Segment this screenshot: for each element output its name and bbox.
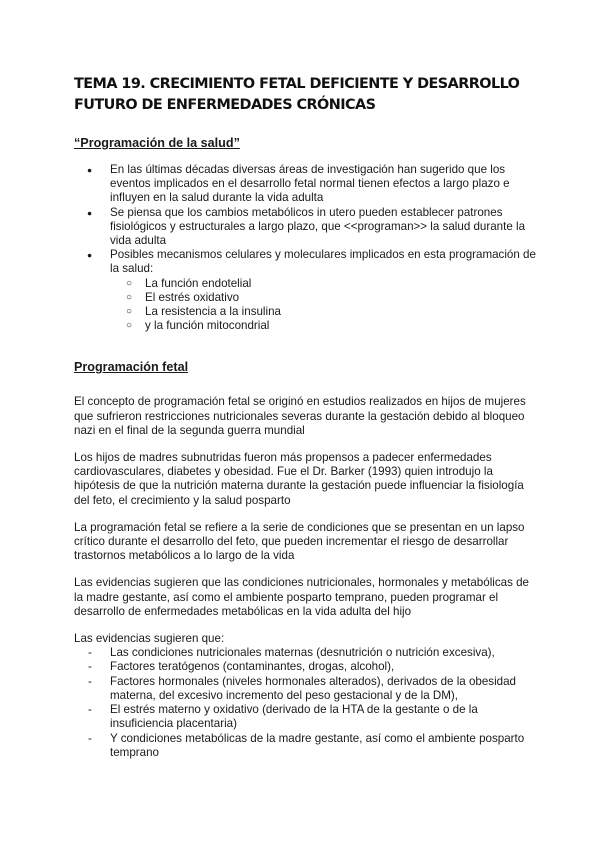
sub-bullet-item: ○ El estrés oxidativo [74,291,536,305]
sub-bullet-item: ○ y la función mitocondrial [74,319,536,333]
section-heading-programacion-fetal: Programación fetal [74,360,189,375]
dash-item: - El estrés materno y oxidativo (derivado de la HTA de la gestante o de la insuficiencia placentaria) [74,703,536,731]
sub-bullet-list [110,277,536,334]
dash-list [74,646,536,760]
bullet-item-text: Posibles mecanismos celulares y moleculares implicados en esta programación de la salud: [110,248,536,276]
bullet-item [74,248,536,333]
dash-item: - Las condiciones nutricionales maternas (desnutrición o nutrición excesiva), [74,646,536,660]
sub-bullet-item: ○ La función endotelial [74,277,536,291]
bullet-item: ● En las últimas décadas diversas áreas de investigación han sugerido que los eventos implicados en el desarrollo fetal normal tienen efectos a largo plazo e influyen en la salud durante la vida adulta [74,163,536,206]
section-heading-programacion-salud: “Programación de la salud” [74,136,240,150]
document-page [74,74,536,760]
dash-item: - Factores teratógenos (contaminantes, drogas, alcohol), [74,660,536,674]
paragraph: El concepto de programación fetal se originó en estudios realizados en hijos de mujeres que sufrieron restricciones nutricionales severas durante la gestación debido al bloqueo nazi en el final de la segunda guerra mundial [74,395,526,437]
bullet-item: ● Se piensa que los cambios metabólicos in utero pueden establecer patrones fisiológicos y estructurales a largo plazo, que <<programan>> la salud durante la vida adulta [74,206,536,249]
paragraph: Los hijos de madres subnutridas fueron más propensos a padecer enfermedades cardiovasculares, diabetes y obesidad. Fue el Dr. Barker (1993) quien introdujo la hipótesis de que la nutrición materna durante la gestación puede influenciar la fisiología del feto, el crecimiento y la salud posparto [74,451,524,507]
paragraph: Las evidencias sugieren que: [74,632,225,646]
paragraph: Las evidencias sugieren que las condiciones nutricionales, hormonales y metabólicas de la madre gestante, así como el ambiente posparto temprano, pueden programar el desarrollo de enfermedades metabólicas en la vida adulta del hijo [74,576,529,618]
dash-item: - Factores hormonales (niveles hormonales alterados), derivados de la obesidad materna, del excesivo incremento del peso gestacional y de la DM), [74,675,536,703]
dash-item: - Y condiciones metabólicas de la madre gestante, así como el ambiente posparto temprano [74,732,536,760]
paragraph: La programación fetal se refiere a la serie de condiciones que se presentan en un lapso crítico durante el desarrollo del feto, que pueden incrementar el riesgo de desarrollar trastornos metabólicos a lo largo de la vida [74,520,525,563]
bullet-list [74,163,536,333]
sub-bullet-item: ○ La resistencia a la insulina [74,305,536,319]
document-title: TEMA 19. CRECIMIENTO FETAL DEFICIENTE Y DESARROLLO FUTURO DE ENFERMEDADES CRÓNICAS [74,76,520,113]
